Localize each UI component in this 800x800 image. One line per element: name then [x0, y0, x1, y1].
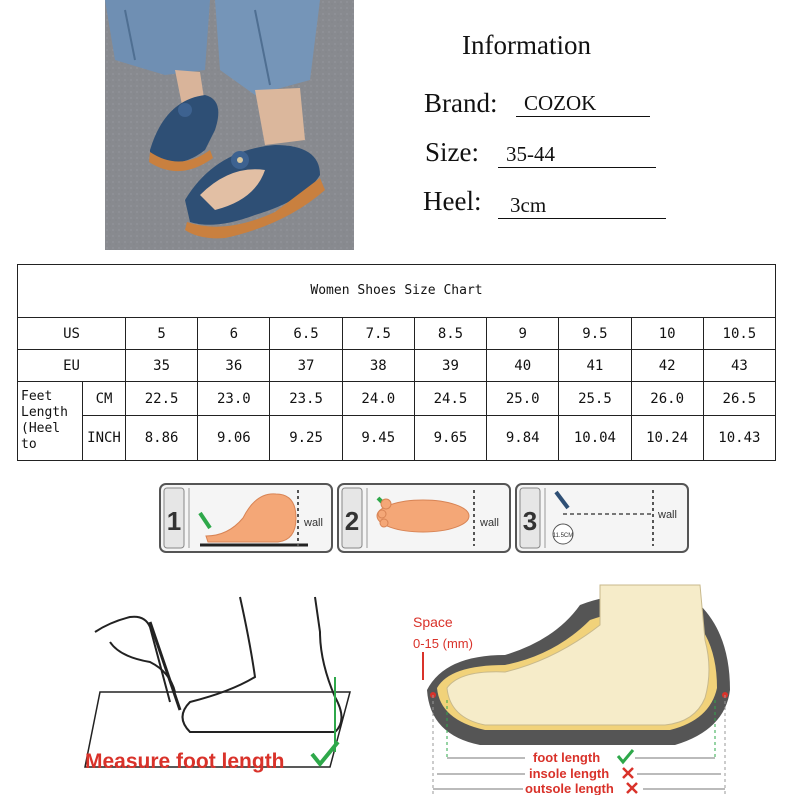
table-cell: 9.45 [342, 416, 414, 461]
table-cell: 39 [414, 350, 486, 382]
cm-row [18, 382, 776, 416]
table-cell: 9.25 [270, 416, 342, 461]
inch-row [18, 416, 776, 461]
wall-label: wall [480, 517, 499, 529]
table-cell: 9.65 [414, 416, 486, 461]
table-cell: 26.0 [631, 382, 703, 416]
foot-shape [447, 585, 709, 725]
inch-label: INCH [83, 416, 126, 461]
size-chart-title: Women Shoes Size Chart [18, 265, 776, 318]
table-cell: 8.5 [414, 318, 486, 350]
table-cell: 23.5 [270, 382, 342, 416]
table-cell: 40 [487, 350, 559, 382]
table-cell: 35 [126, 350, 198, 382]
table-cell: 10 [631, 318, 703, 350]
table-cell: 6 [198, 318, 270, 350]
table-cell: 23.0 [198, 382, 270, 416]
table-cell: 10.04 [559, 416, 631, 461]
space-label: Space [413, 614, 453, 630]
table-cell: 36 [198, 350, 270, 382]
table-cell: 8.86 [126, 416, 198, 461]
table-cell: 5 [126, 318, 198, 350]
table-cell: 38 [342, 350, 414, 382]
info-title: Information [462, 30, 591, 60]
heel-value: 3cm [498, 193, 666, 219]
space-range: 0-15 (mm) [413, 636, 473, 651]
table-cell: 25.5 [559, 382, 631, 416]
table-cell: 10.24 [631, 416, 703, 461]
table-cell: 9.5 [559, 318, 631, 350]
table-cell: 41 [559, 350, 631, 382]
brand-label: Brand: [424, 88, 498, 118]
brand-value: COZOK [516, 91, 650, 117]
step-3-number: 3 [522, 506, 538, 536]
heel-label: Heel: [423, 186, 482, 216]
wall-label: wall [658, 509, 677, 521]
table-cell: 10.43 [703, 416, 775, 461]
eu-row [18, 350, 776, 382]
step-2-number: 2 [344, 506, 360, 536]
us-label: US [18, 318, 126, 350]
shoe-length-diagram [405, 580, 750, 795]
measuring-steps [158, 478, 692, 558]
eu-label: EU [18, 350, 126, 382]
step-2-panel [338, 484, 510, 552]
step-3-panel [516, 484, 688, 552]
table-cell: 22.5 [126, 382, 198, 416]
cross-icon [623, 768, 633, 778]
table-cell: 42 [631, 350, 703, 382]
step-1-panel [160, 484, 332, 552]
cm-label: CM [83, 382, 126, 416]
table-cell: 9 [487, 318, 559, 350]
table-cell: 10.5 [703, 318, 775, 350]
wall-label: wall [304, 517, 323, 529]
table-cell: 7.5 [342, 318, 414, 350]
table-cell: 24.0 [342, 382, 414, 416]
size-label: Size: [425, 137, 479, 167]
foot-length-label: Feet Length (Heel to [18, 382, 83, 461]
table-cell: 25.0 [487, 382, 559, 416]
ruler-tag: 11.5CM [552, 533, 574, 539]
table-cell: 6.5 [270, 318, 342, 350]
table-cell: 9.06 [198, 416, 270, 461]
table-cell: 43 [703, 350, 775, 382]
table-cell: 24.5 [414, 382, 486, 416]
outsole-length-label: outsole length [525, 781, 614, 795]
size-value: 35-44 [498, 142, 656, 168]
hand-icon [95, 617, 170, 702]
cross-icon [627, 783, 637, 793]
foot-length-label: foot length [533, 750, 601, 765]
us-row [18, 318, 776, 350]
foot-outline [183, 597, 342, 732]
size-chart-table [17, 264, 776, 461]
table-cell: 26.5 [703, 382, 775, 416]
pen-icon [150, 622, 180, 710]
check-icon [618, 750, 633, 762]
measure-foot-sketch [80, 582, 380, 782]
product-photo [105, 0, 354, 250]
step-1-number: 1 [166, 506, 182, 536]
insole-length-label: insole length [529, 766, 610, 781]
table-cell: 9.84 [487, 416, 559, 461]
table-cell: 37 [270, 350, 342, 382]
measure-caption: Measure foot length [85, 750, 285, 773]
